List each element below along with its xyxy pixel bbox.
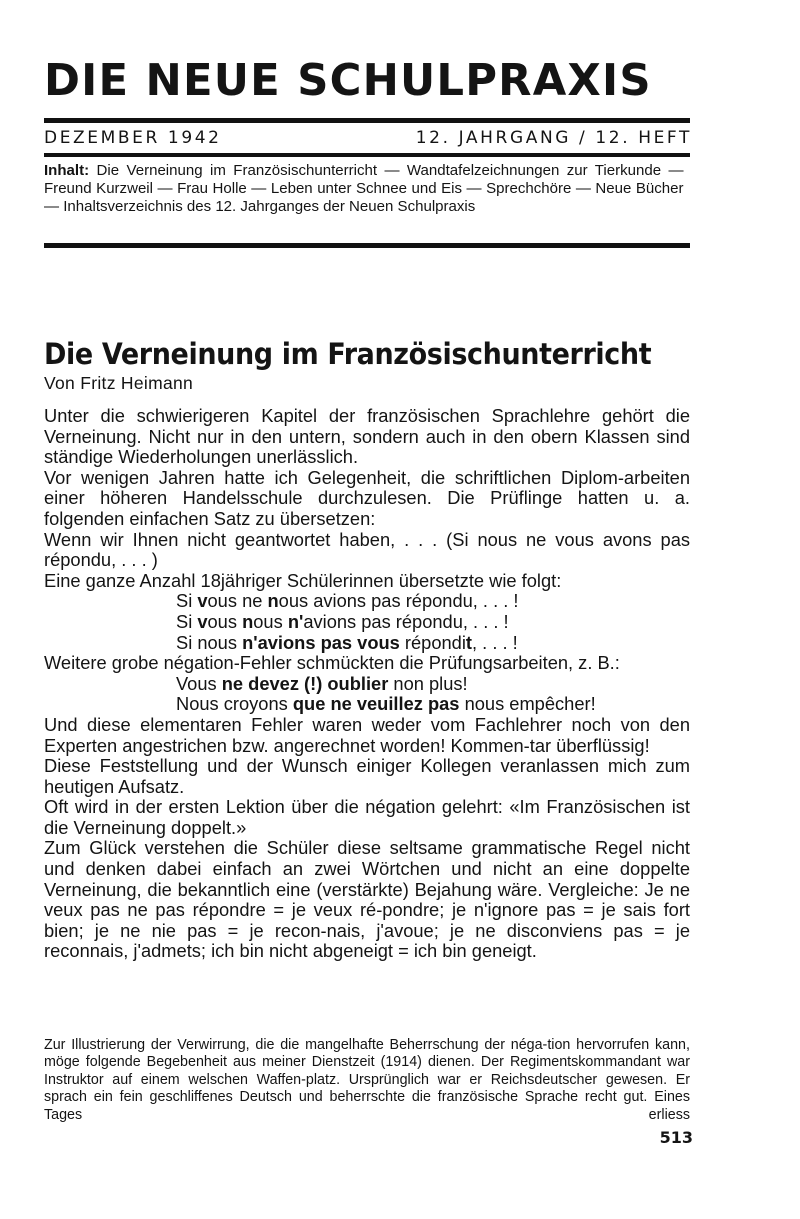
issue-date: DEZEMBER 1942 [44, 128, 222, 148]
text-run: répondi [399, 631, 466, 653]
emphasized-text: v [197, 590, 208, 612]
paragraph: Unter die schwierigeren Kapitel der französischen Sprachlehre gehört die Verneinung. Nicht nur in den untern, sondern auch in den obern Klassen sind ständige Wiederholungen unerlässlich. [44, 405, 690, 468]
article-author: Von Fritz Heimann [44, 373, 194, 393]
paragraph: Vor wenigen Jahren hatte ich Gelegenheit, die schriftlichen Diplom-arbeiten einer höheren Handelsschule durchzulesen. Die Prüflinge hatten u. a. folgenden einfachen Satz zu übersetzen: [44, 466, 690, 529]
example-sentence [176, 591, 690, 612]
emphasized-text: ne devez (!) oublier [221, 672, 389, 694]
footnote-text: Zur Illustrierung der Verwirrung, die die mangelhafte Beherrschung der néga-tion hervorrufen kann, möge folgende Begebenheit aus meiner Dienstzeit (1914) dienen. Der Regimentskommandant war Instruktor auf einem welschen Waffen-platz. Ursprünglich war er Reichsdeutscher gewesen. Er sprach ein fein geschliffenes Deutsch und beherrschte die französische Sprache recht gut. Eines Tages erliess [44, 1037, 690, 1123]
article-title: Die Verneinung im Französischunterricht [44, 337, 652, 371]
emphasized-text: t [465, 631, 472, 653]
text-run: ous [207, 610, 243, 632]
masthead-rule-top [44, 118, 690, 123]
text-run: Vous [176, 672, 222, 694]
student-translation-examples [44, 591, 690, 653]
error-examples [44, 674, 690, 715]
example-sentence [176, 633, 690, 654]
contents-label: Inhalt: [44, 162, 90, 179]
page-number: 513 [659, 1128, 693, 1147]
text-run: , . . . ! [472, 631, 518, 653]
text-run: non plus! [388, 672, 468, 694]
text-run: nous empêcher! [459, 693, 596, 715]
paragraph: Weitere grobe négation-Fehler schmückten die Prüfungsarbeiten, z. B.: [44, 652, 620, 674]
example-sentence [176, 612, 690, 633]
example-sentence [176, 694, 690, 715]
text-run: ous [253, 610, 288, 632]
paragraph: Und diese elementaren Fehler waren weder vom Fachlehrer noch von den Experten angestrichen bzw. angerechnet worden! Kommen-tar überflüssig! [44, 713, 690, 756]
text-run: ous ne [207, 590, 268, 612]
masthead-rule-middle [44, 153, 690, 157]
text-run: Si [176, 610, 198, 632]
article-body [44, 406, 690, 962]
article-header [44, 336, 690, 394]
paragraph: Oft wird in der ersten Lektion über die négation gelehrt: «Im Französischen ist die Verneinung doppelt.» [44, 796, 690, 838]
text-run: avions pas répondu, . . . ! [303, 610, 509, 632]
masthead-title: DIE NEUE SCHULPRAXIS [44, 55, 652, 106]
emphasized-text: que ne veuillez pas [292, 693, 460, 715]
emphasized-text: n'avions pas vous [242, 631, 400, 653]
issue-line [44, 126, 690, 150]
paragraph: Wenn wir Ihnen nicht geantwortet haben, . . . (Si nous ne vous avons pas répondu, . . . ) [44, 528, 690, 571]
masthead-rule-bottom [44, 243, 690, 248]
example-sentence [176, 674, 690, 695]
text-run: Nous croyons [176, 693, 293, 715]
emphasized-text: v [197, 610, 208, 632]
emphasized-text: n [267, 590, 279, 612]
text-run: Si [176, 590, 198, 612]
paragraph: Zum Glück verstehen die Schüler diese seltsame grammatische Regel nicht und denken dabei einfach an zwei Wörtchen und nicht an eine doppelte Verneinung, die bekanntlich eine (verstärkte) Bejahung wäre. Vergleiche: Je ne veux pas ne pas répondre = je veux ré-pondre; je n'ignore pas = je sais fort bien; je ne nie pas = je recon-nais, j'avoue; je ne disconviens pas = je reconnais, j'admets; ich bin nicht abgeneigt = ich bin geneigt. [44, 837, 690, 962]
text-run: ous avions pas répondu, . . . ! [278, 590, 519, 612]
emphasized-text: n' [287, 610, 304, 632]
contents-text: Die Verneinung im Französischunterricht — Wandtafelzeichnungen zur Tierkunde — Freund Kurzweil — Frau Holle — Leben unter Schnee und Eis — Sprechchöre — Neue Bücher — Inhaltsverzeichnis des 12. Jahrganges der Neuen Schulpraxis [44, 162, 684, 215]
paragraph: Diese Feststellung und der Wunsch einiger Kollegen veranlassen mich zum heutigen Aufsatz. [44, 755, 690, 797]
emphasized-text: n [242, 610, 254, 632]
text-run: Si nous [176, 631, 243, 653]
paragraph: Eine ganze Anzahl 18jähriger Schülerinnen übersetzte wie folgt: [44, 569, 562, 591]
issue-volume: 12. JAHRGANG / 12. HEFT [415, 128, 692, 148]
table-of-contents [44, 162, 684, 216]
